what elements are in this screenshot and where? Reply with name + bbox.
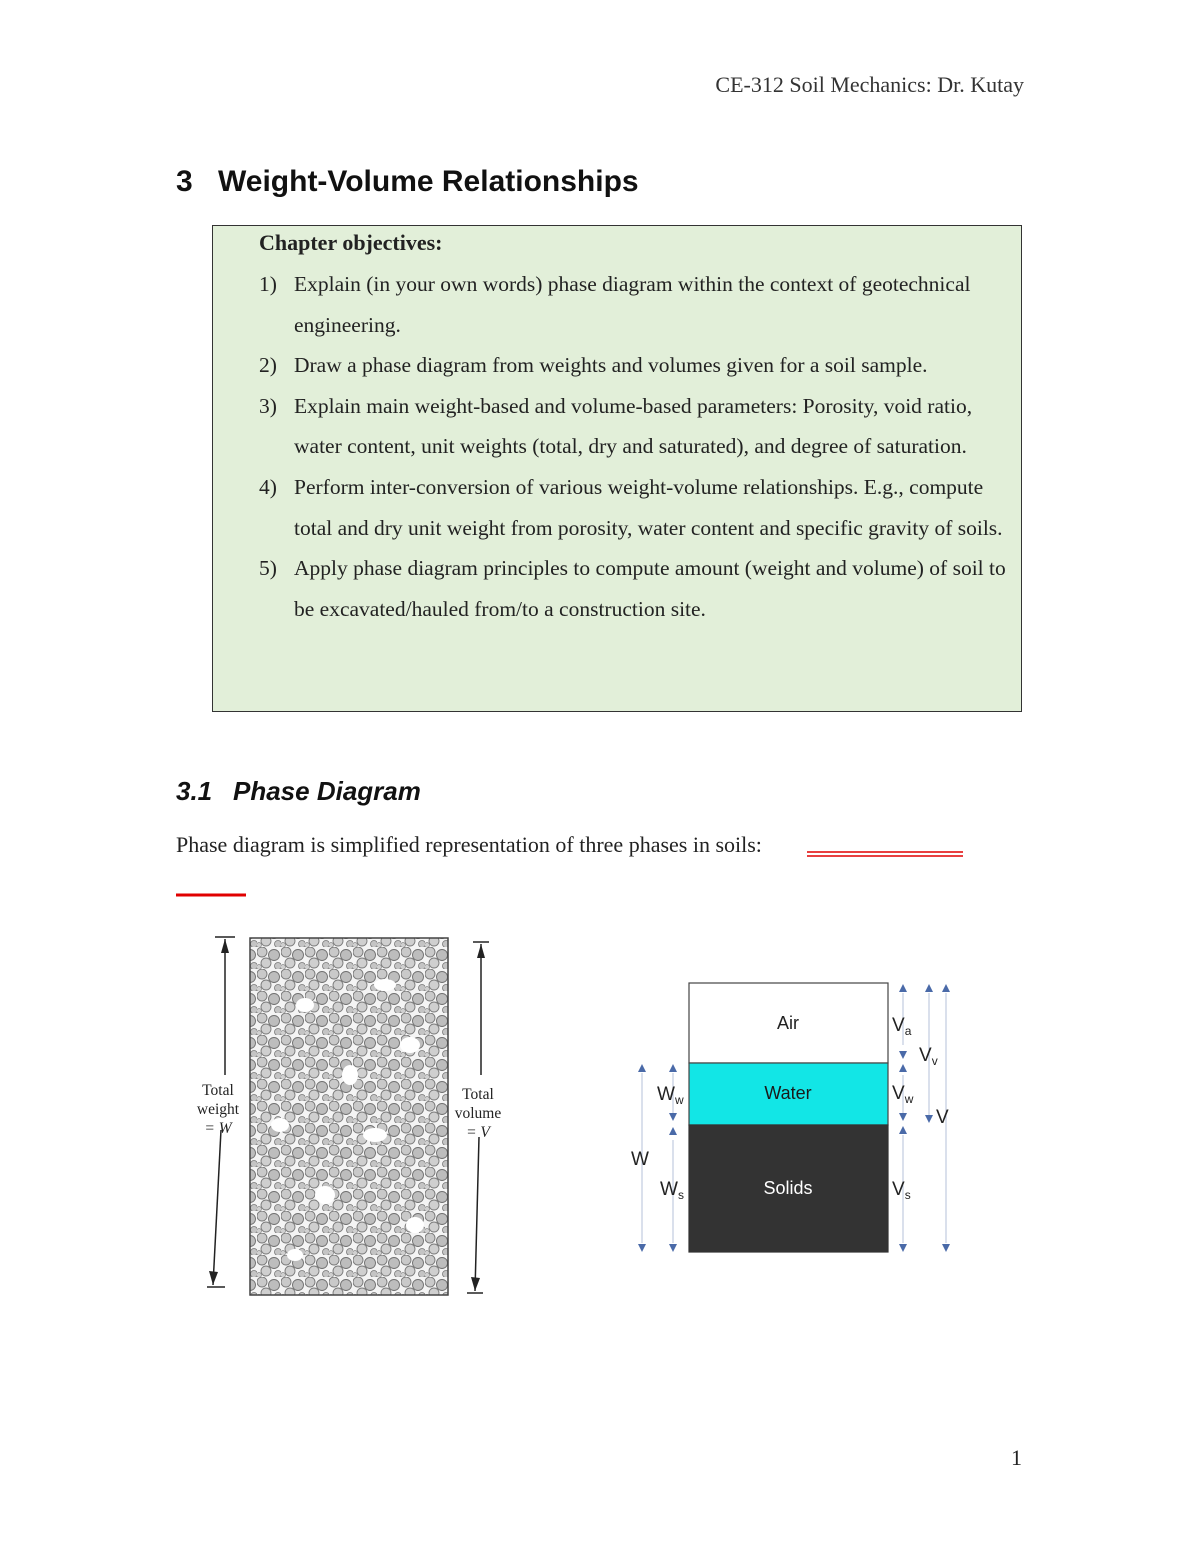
arrow-down-icon <box>209 1271 218 1285</box>
total-weight-label-line1: Total <box>202 1082 234 1099</box>
ws-label <box>660 1179 684 1202</box>
arrow-down-icon <box>899 1051 907 1059</box>
weight-dimension-line-lower <box>213 1130 221 1285</box>
volume-dimension-line-lower <box>475 1137 479 1291</box>
va-label <box>892 1015 912 1038</box>
w-total-label: W <box>631 1149 649 1170</box>
vs-sub: s <box>904 1188 911 1202</box>
section-number: 3.1 <box>176 776 213 806</box>
arrow-up-icon <box>925 984 933 992</box>
objective-item <box>259 386 1015 467</box>
objective-index: 4) <box>259 474 277 499</box>
arrow-up-icon <box>221 939 229 953</box>
vs-label <box>892 1179 911 1202</box>
objective-index: 3) <box>259 393 277 418</box>
objective-item <box>259 548 1015 629</box>
arrow-up-icon <box>669 1127 677 1135</box>
objective-text: Draw a phase diagram from weights and volumes given for a soil sample. <box>294 353 928 378</box>
vs-main: V <box>892 1179 905 1200</box>
vv-label <box>919 1045 938 1068</box>
solids-label: Solids <box>763 1178 813 1198</box>
total-volume-label-line1: Total <box>462 1086 494 1103</box>
objectives-title: Chapter objectives: <box>259 230 443 255</box>
soil-sample-figure <box>185 925 525 1315</box>
vw-label <box>892 1083 914 1106</box>
objective-text: Perform inter-conversion of various weight-volume relationships. E.g., compute total and dry unit weight from porosity, water content and specific gravity of soils. <box>294 474 1003 540</box>
chapter-objectives-box <box>212 225 1022 712</box>
arrow-up-icon <box>669 1064 677 1072</box>
arrow-up-icon <box>638 1064 646 1072</box>
arrow-down-icon <box>942 1244 950 1252</box>
objectives-list <box>259 264 1015 629</box>
soil-sample-grains <box>250 938 448 1295</box>
arrow-down-icon <box>899 1113 907 1121</box>
vv-main: V <box>919 1045 932 1066</box>
arrow-down-icon <box>925 1115 933 1123</box>
total-volume-label-line2: volume <box>454 1105 502 1122</box>
ws-main: W <box>660 1179 678 1200</box>
objective-index: 2) <box>259 353 277 378</box>
chapter-title: Weight-Volume Relationships <box>218 165 639 198</box>
air-label: Air <box>777 1013 799 1033</box>
objective-text: Apply phase diagram principles to compute amount (weight and volume) of soil to be excavated/hauled from/to a construction site. <box>294 556 1006 621</box>
arrow-down-icon <box>669 1113 677 1121</box>
total-volume-label-line3: = V <box>466 1124 490 1141</box>
arrow-down-icon <box>471 1277 480 1291</box>
running-header: CE-312 Soil Mechanics: Dr. Kutay <box>715 72 1024 97</box>
objective-text: Explain main weight-based and volume-based parameters: Porosity, void ratio, water content, unit weights (total, dry and saturated), and degree of saturation. <box>294 393 973 459</box>
intro-paragraph: Phase diagram is simplified representation of three phases in soils: <box>176 832 762 857</box>
chapter-heading <box>176 165 639 199</box>
page-number: 1 <box>1011 1445 1022 1470</box>
arrow-down-icon <box>899 1244 907 1252</box>
vw-main: V <box>892 1083 905 1104</box>
arrow-up-icon <box>899 984 907 992</box>
arrow-up-icon <box>942 984 950 992</box>
ww-sub: w <box>674 1093 684 1107</box>
total-weight-label-line2: weight <box>196 1101 240 1118</box>
total-weight-label-line3: = W <box>204 1120 232 1137</box>
objective-item <box>259 264 1015 345</box>
objective-index: 5) <box>259 556 277 581</box>
fill-in-blank-line <box>806 850 964 860</box>
vw-sub: w <box>904 1092 914 1106</box>
objective-index: 1) <box>259 272 277 296</box>
v-total-label: V <box>936 1107 949 1128</box>
section-title: Phase Diagram <box>233 776 421 806</box>
chapter-number: 3 <box>176 165 193 198</box>
arrow-down-icon <box>638 1244 646 1252</box>
objective-item <box>259 467 1015 548</box>
ww-label <box>657 1084 684 1107</box>
ws-sub: s <box>677 1188 684 1202</box>
objective-item <box>259 345 1015 386</box>
phase-diagram-figure <box>620 975 965 1260</box>
vv-sub: v <box>931 1054 938 1068</box>
ww-main: W <box>657 1084 675 1105</box>
va-sub: a <box>904 1024 912 1038</box>
water-label: Water <box>764 1083 812 1103</box>
objective-text: Explain (in your own words) phase diagram within the context of geotechnical engineering. <box>294 272 971 337</box>
arrow-down-icon <box>669 1244 677 1252</box>
arrow-up-icon <box>899 1126 907 1134</box>
va-main: V <box>892 1015 905 1036</box>
section-heading <box>176 776 421 807</box>
arrow-up-icon <box>899 1064 907 1072</box>
fill-in-blank-line-continued <box>176 892 248 900</box>
arrow-up-icon <box>477 944 485 958</box>
